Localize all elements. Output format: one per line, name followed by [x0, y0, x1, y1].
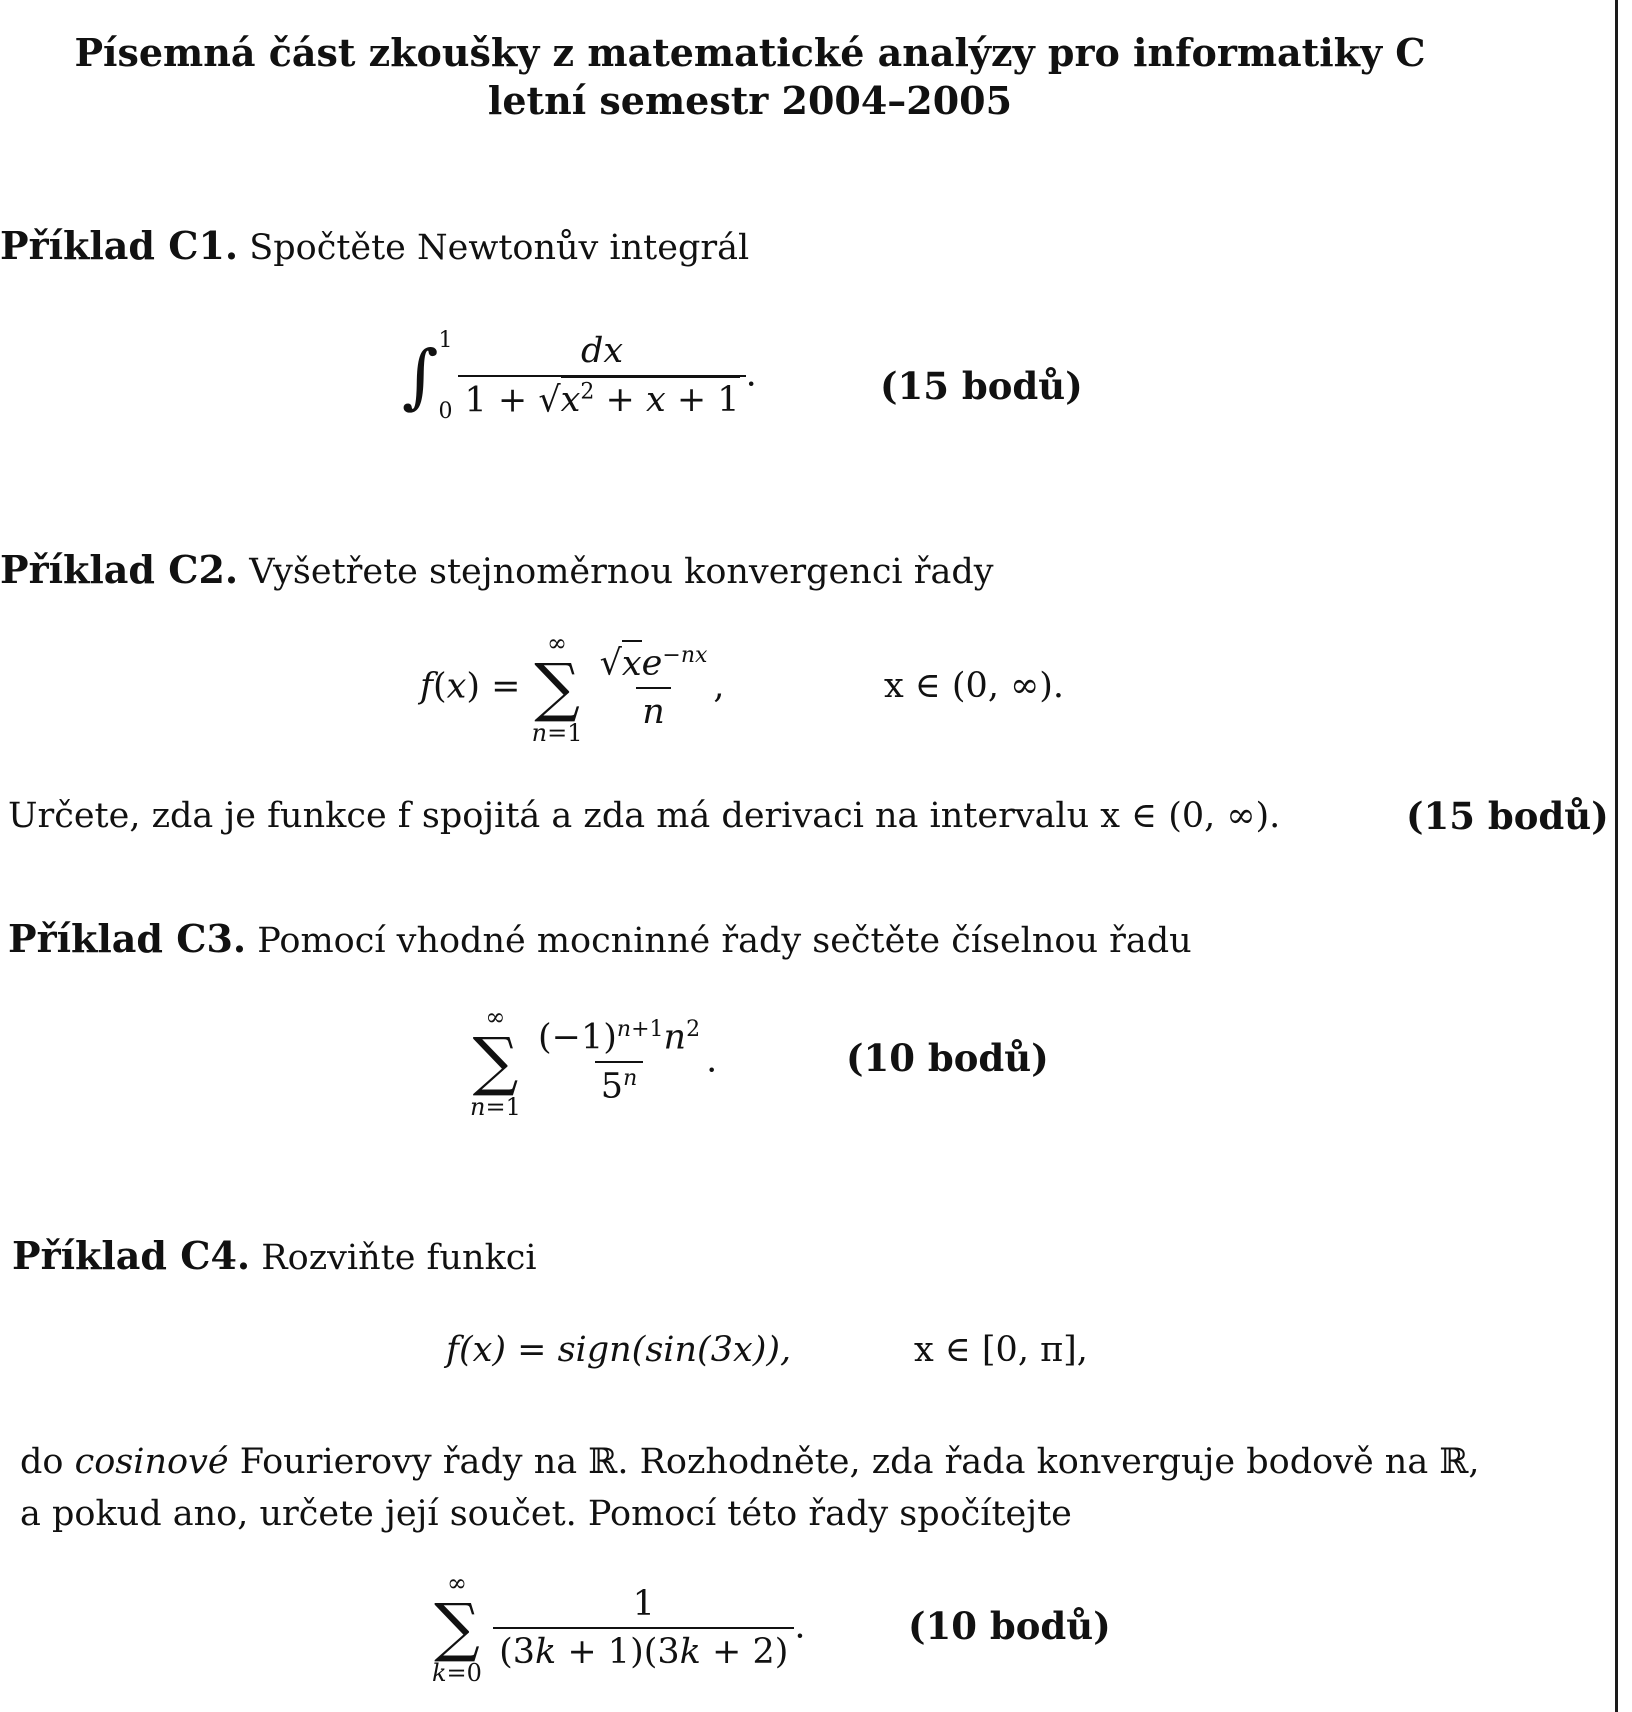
exam-title: Písemná část zkoušky z matematické analýzy pro informatiky C: [74, 30, 1426, 75]
page-edge-line: [1615, 0, 1618, 1712]
problem-c2-heading: [0, 546, 994, 596]
problem-c1-points: (15 bodů): [880, 364, 1083, 408]
problem-c2-label: Příklad C2.: [0, 547, 239, 592]
problem-c1-text: Spočtěte Newtonův integrál: [249, 228, 750, 268]
problem-c4-heading: [12, 1232, 537, 1282]
exam-semester: letní semestr 2004–2005: [487, 78, 1013, 123]
problem-c3-text: Pomocí vhodné mocninné řady sečtěte číselnou řadu: [257, 921, 1192, 961]
series-term-fraction: $\frac{√xe^{-nx}}{n}$: [594, 644, 714, 732]
problem-c2-points: (15 bodů): [1406, 794, 1609, 838]
problem-c3-points: (10 bodů): [846, 1036, 1049, 1080]
problem-c4-text: Rozviňte funkci: [261, 1238, 537, 1278]
problem-c3-series: ∞ ∑ n=1 $\frac{(-1)^{n+1}n^2}{5^n}$ .: [470, 1003, 718, 1121]
problem-c4-paragraph-line2: a pokud ano, určete její součet. Pomocí této řady spočítejte: [20, 1494, 1072, 1534]
series-term-fraction: $\frac{(-1)^{n+1}n^2}{5^n}$: [538, 1016, 701, 1107]
emphasis-cosinove: cosinové: [74, 1442, 229, 1482]
problem-c1-integral: ∫ 1 0 $\frac{dx}{1 + √x^2 + x + 1}$ .: [402, 328, 757, 424]
sum-operator: ∞ ∑ n=1: [531, 629, 583, 747]
problem-c2-series: f(x) = ∞ ∑ n=1 $\frac{√xe^{-nx}}{n}$ ,: [420, 629, 725, 747]
problem-c1-heading: [0, 222, 749, 272]
problem-c4-paragraph: do cosinové Fourierovy řady na ℝ. Rozhodněte, zda řada konverguje bodově na ℝ,: [20, 1442, 1480, 1482]
problem-c4-domain: x ∈ [0, π],: [914, 1330, 1088, 1370]
problem-c4-label: Příklad C4.: [12, 1233, 251, 1278]
problem-c1-label: Příklad C1.: [0, 223, 239, 268]
sum-operator: ∞ ∑ k=0: [432, 1569, 482, 1687]
integrand-fraction: $\frac{dx}{1 + √x^2 + x + 1}$: [458, 332, 745, 420]
problem-c3-label: Příklad C3.: [8, 916, 247, 961]
series-term-fraction: $\frac{1}{(3k + 1)(3k + 2)}$: [493, 1585, 794, 1672]
problem-c2-followup: Určete, zda je funkce f spojitá a zda má derivaci na intervalu x ∈ (0, ∞).: [8, 796, 1281, 836]
problem-c4-series: ∞ ∑ k=0 $\frac{1}{(3k + 1)(3k + 2)}$ .: [432, 1569, 806, 1687]
integral-sign: ∫: [402, 335, 439, 417]
problem-c4-formula: f(x) = sign(sin(3x)),: [446, 1330, 792, 1370]
sum-operator: ∞ ∑ n=1: [470, 1003, 521, 1121]
problem-c3-heading: [8, 915, 1192, 965]
integral-limits: 1 0: [438, 328, 453, 424]
problem-c2-domain: x ∈ (0, ∞).: [884, 666, 1065, 706]
problem-c4-points: (10 bodů): [908, 1604, 1111, 1648]
problem-c2-text: Vyšetřete stejnoměrnou konvergenci řady: [249, 552, 994, 592]
